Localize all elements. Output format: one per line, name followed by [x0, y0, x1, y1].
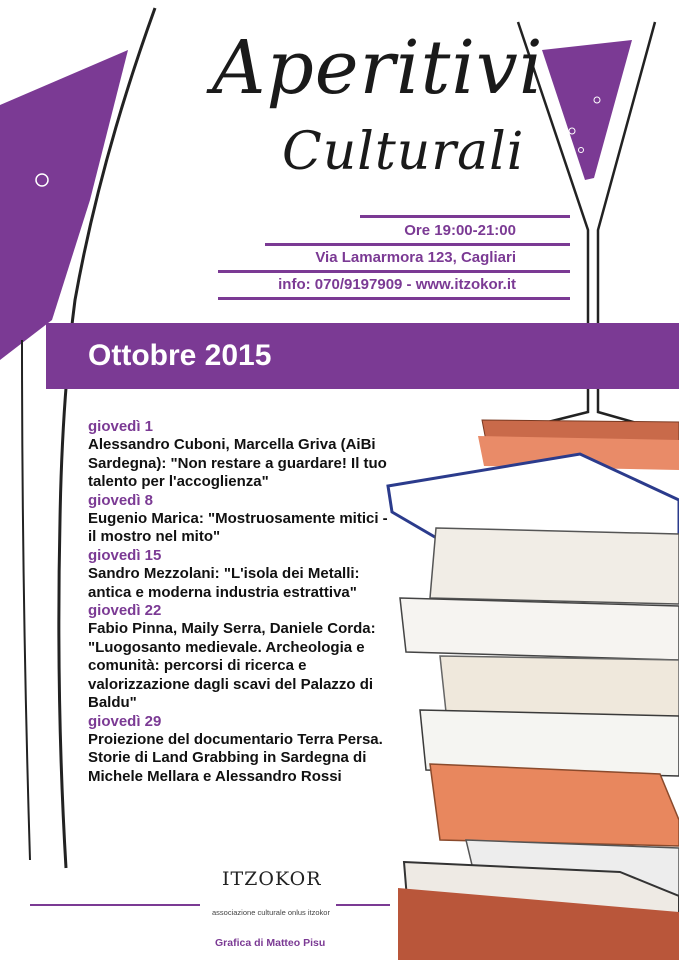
event-day: giovedì 15 — [88, 546, 162, 564]
divider-line — [218, 270, 570, 273]
design-credit: Grafica di Matteo Pisu — [215, 937, 326, 949]
event-hours: Ore 19:00-21:00 — [404, 222, 516, 239]
list-item — [88, 547, 388, 602]
left-bottle-outline-thin — [22, 340, 30, 860]
list-item — [88, 492, 388, 547]
org-name: associazione culturale onlus itzokor — [212, 908, 330, 917]
event-day: giovedì 29 — [88, 712, 162, 730]
list-item — [88, 602, 388, 712]
month-title: Ottobre 2015 — [88, 339, 272, 372]
list-item — [88, 713, 388, 787]
footer-divider — [336, 904, 390, 906]
divider-line — [218, 297, 570, 300]
footer-divider — [30, 904, 200, 906]
divider-line — [265, 243, 570, 246]
list-item — [88, 418, 388, 492]
left-purple-shape — [0, 50, 128, 360]
poster-title-line1: Aperitivi — [212, 25, 544, 111]
event-description: Fabio Pinna, Maily Serra, Daniele Corda: "Luogosanto medievale. Archeologia e comunità: percorsi di ricerca e valorizzazione dagli scavi del Palazzo di Baldu" — [88, 620, 376, 712]
event-day: giovedì 8 — [88, 491, 154, 509]
event-description: Proiezione del documentario Terra Persa. Storie di Land Grabbing in Sardegna di Michele Mellara e Alessandro Rossi — [88, 730, 383, 785]
event-day: giovedì 1 — [88, 418, 154, 435]
event-description: Sandro Mezzolani: "L'isola dei Metalli: antica e moderna industria estrattiva" — [88, 565, 360, 601]
event-description: Alessandro Cuboni, Marcella Griva (AiBi Sardegna): "Non restare a guardare! Il tuo talento per l'accoglienza" — [88, 436, 387, 491]
event-address: Via Lamarmora 123, Cagliari — [315, 249, 516, 266]
org-logo: ITZOKOR — [222, 868, 322, 890]
event-day: giovedì 22 — [88, 602, 162, 620]
event-contact: info: 070/9197909 - www.itzokor.it — [278, 276, 516, 293]
book-stack — [388, 420, 679, 960]
poster-title-line2: Culturali — [282, 122, 525, 182]
divider-line — [360, 215, 570, 218]
event-list — [88, 418, 388, 786]
event-description: Eugenio Marica: "Mostruosamente mitici - il mostro nel mito" — [88, 510, 388, 546]
